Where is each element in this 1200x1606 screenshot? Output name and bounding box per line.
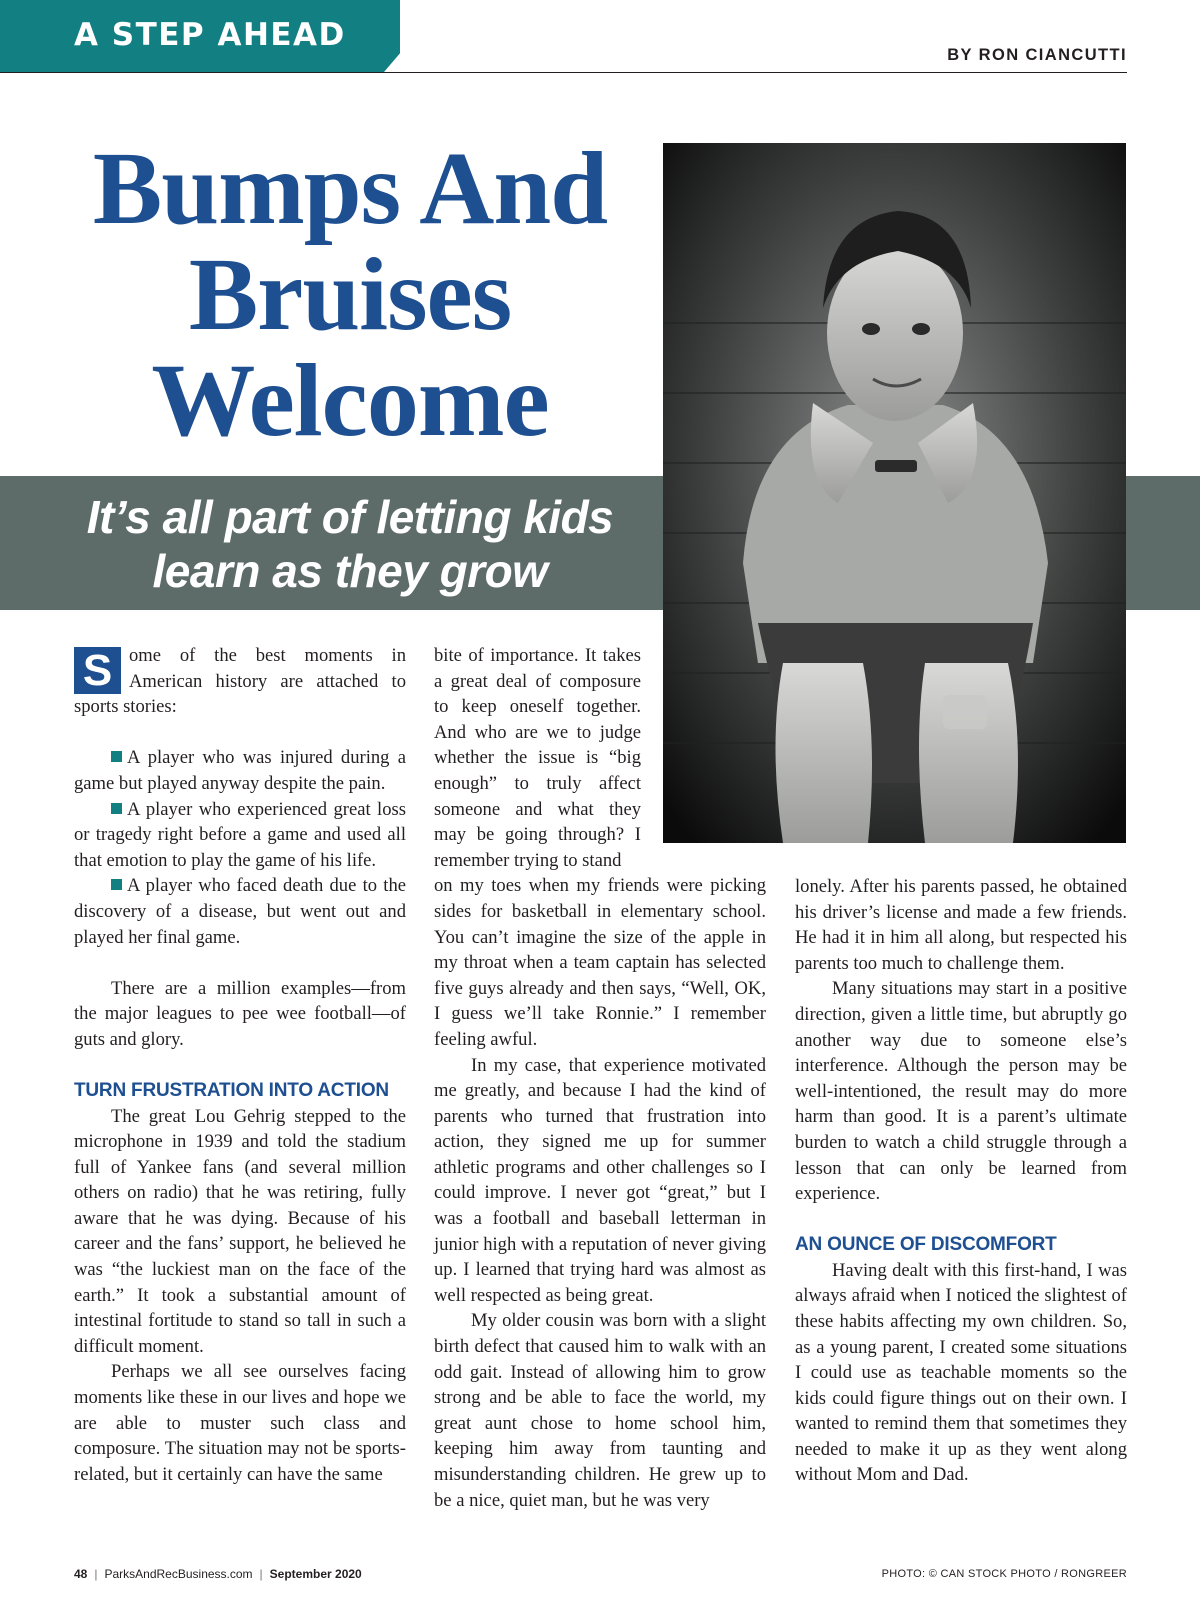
body-paragraph: There are a million examples—from the major leagues to pee wee football—of guts and glory. xyxy=(74,977,406,1050)
body-paragraph: My older cousin was born with a slight birth defect that caused him to walk with an odd gait. Instead of allowing him to grow strong and be able to face the world, my great aunt chose to home school him, keeping him away from taunting and misunderstanding children. He grew up to be a nice, quiet man, but he was very xyxy=(434,1310,766,1511)
square-bullet-icon xyxy=(111,879,122,890)
article-column-1 xyxy=(74,643,406,1487)
site-name: ParksAndRecBusiness.com xyxy=(104,1567,253,1581)
folio-divider: | xyxy=(94,1567,98,1581)
page-number: 48 xyxy=(74,1567,88,1581)
square-bullet-icon xyxy=(111,803,122,814)
article-column-2 xyxy=(434,643,766,1513)
byline: BY RON CIANCUTTI xyxy=(947,46,1127,64)
section-label: A STEP AHEAD xyxy=(74,17,346,53)
photo-credit: PHOTO: © CAN STOCK PHOTO / RONGREER xyxy=(881,1568,1127,1580)
section-heading: TURN FRUSTRATION INTO ACTION xyxy=(74,1079,389,1101)
header-rule xyxy=(0,72,1127,73)
body-paragraph: lonely. After his parents passed, he obtained his driver’s license and made a few friends. He had it in him all along, but respected his parents too much to challenge them. xyxy=(795,876,1127,974)
body-paragraph: Perhaps we all see ourselves facing moments like these in our lives and hope we are able to muster such class and composure. The situation may not be sports-related, but it certainly can have the same xyxy=(74,1361,406,1485)
square-bullet-icon xyxy=(111,751,122,762)
intro-paragraph xyxy=(74,643,406,720)
body-paragraph: bite of importance. It takes a great deal of composure to keep oneself together. And who are we to judge whether the issue is “big enough” to truly affect someone and what they may be going through? I remember trying to stand xyxy=(434,645,641,871)
bullet-item: A player who experienced great loss or tragedy right before a game and used all that emotion to play the game of his life. xyxy=(74,798,406,871)
page-folio xyxy=(74,1567,362,1581)
bullet-item: A player who faced death due to the discovery of a disease, but went out and played her final game. xyxy=(74,875,406,948)
body-paragraph: The great Lou Gehrig stepped to the microphone in 1939 and told the stadium full of Yankee fans (and several million others on radio) that he was retiring, fully aware that he was dying. Because of his career and the fans’ support, he believed he was “the luckiest man on the face of the earth.” It took a substantial amount of intestinal fortitude to stand so tall in such a difficult moment. xyxy=(74,1105,406,1357)
folio-divider: | xyxy=(259,1567,263,1581)
section-heading: AN OUNCE OF DISCOMFORT xyxy=(795,1233,1057,1255)
intro-text: ome of the best moments in American history are attached to sports stories: xyxy=(74,645,406,718)
subhead: It’s all part of letting kids learn as they grow xyxy=(86,491,614,597)
headline: Bumps And Bruises Welcome xyxy=(92,131,608,458)
body-paragraph: on my toes when my friends were picking sides for basketball in elementary school. You can’t imagine the size of the apple in my throat when a team captain has selected five guys already and then says, “Well, OK, I guess we’ll take Ronnie.” I remember feeling awful. xyxy=(434,875,766,1050)
body-paragraph: In my case, that experience motivated me greatly, and because I had the kind of parents who turned that frustration into action, they signed me up for summer athletic programs and other challenges so I could improve. I never got “great,” but I was a football and baseball letterman in junior high with a reputation of never giving up. I learned that trying hard was almost as well respected as being great. xyxy=(434,1054,766,1306)
bullet-item: A player who was injured during a game but played anyway despite the pain. xyxy=(74,747,406,794)
issue-date: September 2020 xyxy=(269,1567,362,1581)
body-paragraph: Many situations may start in a positive direction, given a little time, but abruptly go another way due to someone else’s interference. Although the person may be well-intentioned, the result may do more harm than good. It is a parent’s ultimate burden to watch a child struggle through a lesson that can only be learned from experience. xyxy=(795,978,1127,1205)
drop-cap: S xyxy=(74,647,121,694)
body-paragraph: Having dealt with this first-hand, I was always afraid when I noticed the slightest of these habits affecting my own children. So, as a young parent, I created some situations I could use as teachable moments so the kids could figure things out on their own. I wanted to remind them that sometimes they needed to make it up as they went along without Mom and Dad. xyxy=(795,1259,1127,1486)
article-column-3 xyxy=(795,874,1127,1488)
